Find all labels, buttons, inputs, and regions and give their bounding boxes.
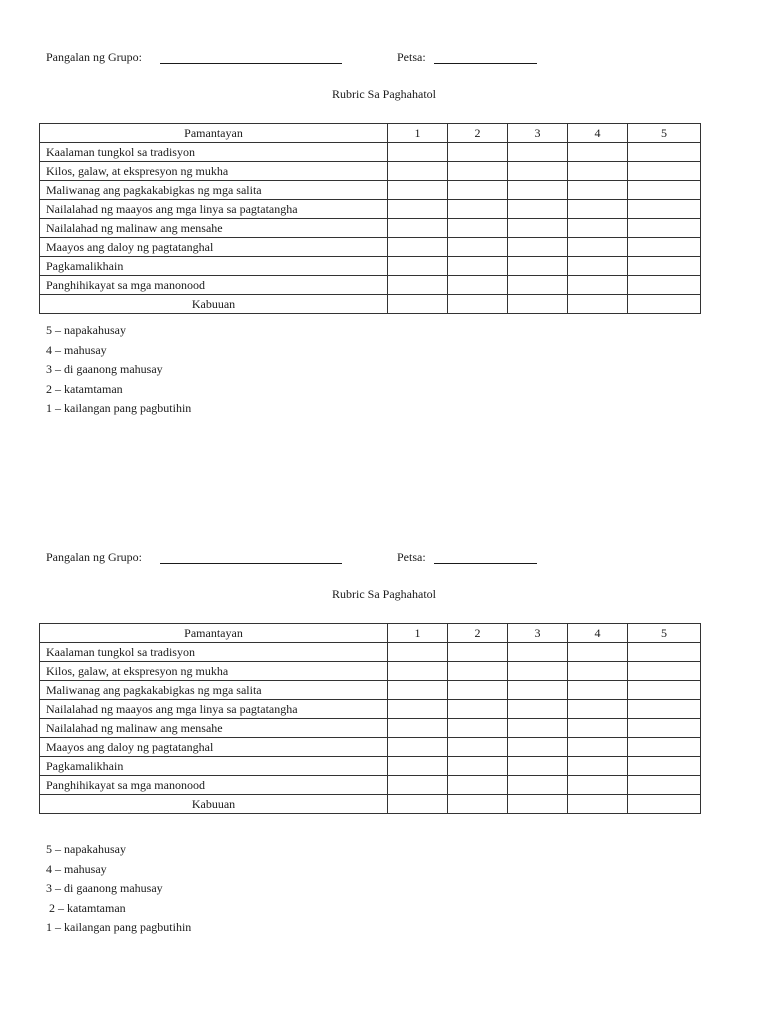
score-legend	[46, 840, 191, 938]
table-row	[40, 219, 701, 238]
score-cell[interactable]	[508, 757, 568, 776]
score-cell[interactable]	[508, 700, 568, 719]
score-cell[interactable]	[448, 776, 508, 795]
date-label: Petsa:	[397, 550, 426, 564]
score-cell[interactable]	[568, 181, 628, 200]
rubric-section	[0, 0, 768, 500]
score-cell[interactable]	[568, 238, 628, 257]
score-cell[interactable]	[508, 162, 568, 181]
score-cell[interactable]	[448, 143, 508, 162]
score-cell[interactable]	[508, 181, 568, 200]
score-cell[interactable]	[628, 681, 701, 700]
criteria-cell: Kaalaman tungkol sa tradisyon	[40, 143, 388, 162]
score-cell[interactable]	[568, 776, 628, 795]
score-cell[interactable]	[388, 219, 448, 238]
total-row	[40, 295, 701, 314]
score-cell[interactable]	[628, 700, 701, 719]
criteria-cell: Pagkamalikhain	[40, 257, 388, 276]
score-column-header: 3	[508, 624, 568, 643]
score-cell[interactable]	[448, 643, 508, 662]
score-cell[interactable]	[568, 219, 628, 238]
score-cell[interactable]	[448, 200, 508, 219]
score-cell[interactable]	[568, 200, 628, 219]
score-cell[interactable]	[628, 719, 701, 738]
score-cell[interactable]	[448, 219, 508, 238]
score-cell[interactable]	[568, 700, 628, 719]
total-score-cell[interactable]	[508, 295, 568, 314]
score-cell[interactable]	[388, 276, 448, 295]
score-cell[interactable]	[628, 776, 701, 795]
table-row	[40, 181, 701, 200]
score-cell[interactable]	[568, 681, 628, 700]
score-cell[interactable]	[628, 181, 701, 200]
table-header-row	[40, 624, 701, 643]
criteria-cell: Nailalahad ng malinaw ang mensahe	[40, 219, 388, 238]
score-cell[interactable]	[388, 662, 448, 681]
score-cell[interactable]	[628, 257, 701, 276]
score-cell[interactable]	[448, 662, 508, 681]
total-score-cell[interactable]	[388, 795, 448, 814]
score-cell[interactable]	[628, 738, 701, 757]
table-header-row	[40, 124, 701, 143]
score-column-header: 2	[448, 124, 508, 143]
score-cell[interactable]	[508, 219, 568, 238]
table-row	[40, 200, 701, 219]
score-cell[interactable]	[508, 276, 568, 295]
score-cell[interactable]	[628, 643, 701, 662]
score-cell[interactable]	[628, 200, 701, 219]
score-cell[interactable]	[388, 181, 448, 200]
score-cell[interactable]	[628, 276, 701, 295]
score-cell[interactable]	[388, 738, 448, 757]
criteria-cell: Maliwanag ang pagkakabigkas ng mga salita	[40, 181, 388, 200]
score-cell[interactable]	[388, 757, 448, 776]
score-cell[interactable]	[388, 238, 448, 257]
score-cell[interactable]	[448, 681, 508, 700]
rubric-section	[0, 500, 768, 1000]
criteria-cell: Kilos, galaw, at ekspresyon ng mukha	[40, 162, 388, 181]
rubric-table	[39, 623, 701, 814]
score-cell[interactable]	[448, 162, 508, 181]
legend-item: 4 – mahusay	[46, 342, 107, 357]
total-row	[40, 795, 701, 814]
score-cell[interactable]	[388, 643, 448, 662]
criteria-column-header: Pamantayan	[40, 124, 388, 143]
score-cell[interactable]	[508, 643, 568, 662]
legend-item: 5 – napakahusay	[46, 323, 126, 337]
legend-item: 3 – di gaanong mahusay	[46, 881, 163, 895]
table-row	[40, 276, 701, 295]
rubric-table	[39, 123, 701, 314]
score-cell[interactable]	[388, 162, 448, 181]
table-row	[40, 719, 701, 738]
total-score-cell[interactable]	[628, 795, 701, 814]
legend-item: 1 – kailangan pang pagbutihin	[46, 920, 192, 934]
table-row	[40, 238, 701, 257]
criteria-cell: Panghihikayat sa mga manonood	[40, 776, 388, 795]
score-cell[interactable]	[568, 719, 628, 738]
criteria-cell: Kaalaman tungkol sa tradisyon	[40, 643, 388, 662]
score-cell[interactable]	[568, 143, 628, 162]
legend-item: 5 – napakahusay	[46, 842, 126, 856]
total-score-cell[interactable]	[388, 295, 448, 314]
score-cell[interactable]	[448, 719, 508, 738]
score-cell[interactable]	[508, 257, 568, 276]
score-cell[interactable]	[508, 738, 568, 757]
score-cell[interactable]	[568, 738, 628, 757]
total-score-cell[interactable]	[508, 795, 568, 814]
total-score-cell[interactable]	[448, 295, 508, 314]
score-column-header: 5	[628, 124, 701, 143]
total-score-cell[interactable]	[568, 795, 628, 814]
criteria-cell: Maliwanag ang pagkakabigkas ng mga salita	[40, 681, 388, 700]
score-cell[interactable]	[628, 757, 701, 776]
criteria-column-header: Pamantayan	[40, 624, 388, 643]
score-cell[interactable]	[508, 776, 568, 795]
score-cell[interactable]	[568, 643, 628, 662]
score-cell[interactable]	[628, 219, 701, 238]
table-row	[40, 757, 701, 776]
group-name-label: Pangalan ng Grupo:	[46, 50, 142, 64]
score-cell[interactable]	[388, 143, 448, 162]
criteria-cell: Nailalahad ng maayos ang mga linya sa pagtatangha	[40, 200, 388, 219]
score-cell[interactable]	[448, 738, 508, 757]
score-cell[interactable]	[448, 276, 508, 295]
score-cell[interactable]	[568, 162, 628, 181]
criteria-cell: Maayos ang daloy ng pagtatanghal	[40, 738, 388, 757]
table-row	[40, 643, 701, 662]
score-column-header: 4	[568, 124, 628, 143]
legend-item: 3 – di gaanong mahusay	[46, 362, 163, 376]
table-row	[40, 143, 701, 162]
criteria-cell: Maayos ang daloy ng pagtatanghal	[40, 238, 388, 257]
score-cell[interactable]	[448, 181, 508, 200]
score-cell[interactable]	[508, 143, 568, 162]
score-cell[interactable]	[388, 776, 448, 795]
score-cell[interactable]	[448, 700, 508, 719]
score-cell[interactable]	[448, 757, 508, 776]
table-row	[40, 700, 701, 719]
score-cell[interactable]	[448, 238, 508, 257]
criteria-cell: Panghihikayat sa mga manonood	[40, 276, 388, 295]
legend-item: 2 – katamtaman	[46, 900, 126, 915]
total-score-cell[interactable]	[448, 795, 508, 814]
table-row	[40, 681, 701, 700]
score-cell[interactable]	[388, 257, 448, 276]
score-cell[interactable]	[628, 662, 701, 681]
score-cell[interactable]	[568, 257, 628, 276]
score-column-header: 1	[388, 124, 448, 143]
total-label-cell: Kabuuan	[40, 795, 388, 814]
score-column-header: 5	[628, 624, 701, 643]
total-score-cell[interactable]	[628, 295, 701, 314]
score-cell[interactable]	[508, 238, 568, 257]
score-legend	[46, 321, 191, 419]
date-blank-line	[434, 550, 537, 564]
group-name-label: Pangalan ng Grupo:	[46, 550, 142, 564]
table-row	[40, 162, 701, 181]
score-cell[interactable]	[628, 238, 701, 257]
score-column-header: 4	[568, 624, 628, 643]
group-name-blank-line	[160, 50, 342, 64]
score-cell[interactable]	[388, 200, 448, 219]
table-row	[40, 662, 701, 681]
total-label-cell: Kabuuan	[40, 295, 388, 314]
date-blank-line	[434, 50, 537, 64]
table-row	[40, 776, 701, 795]
criteria-cell: Nailalahad ng malinaw ang mensahe	[40, 719, 388, 738]
score-cell[interactable]	[628, 143, 701, 162]
score-cell[interactable]	[568, 276, 628, 295]
criteria-cell: Pagkamalikhain	[40, 757, 388, 776]
total-score-cell[interactable]	[568, 295, 628, 314]
rubric-title: Rubric Sa Paghahatol	[332, 87, 436, 101]
score-column-header: 2	[448, 624, 508, 643]
table-row	[40, 738, 701, 757]
criteria-cell: Nailalahad ng maayos ang mga linya sa pagtatangha	[40, 700, 388, 719]
legend-item: 2 – katamtaman	[46, 381, 123, 396]
group-name-blank-line	[160, 550, 342, 564]
criteria-cell: Kilos, galaw, at ekspresyon ng mukha	[40, 662, 388, 681]
score-cell[interactable]	[628, 162, 701, 181]
score-column-header: 1	[388, 624, 448, 643]
date-label: Petsa:	[397, 50, 426, 64]
score-cell[interactable]	[508, 719, 568, 738]
score-column-header: 3	[508, 124, 568, 143]
legend-item: 1 – kailangan pang pagbutihin	[46, 401, 192, 415]
legend-item: 4 – mahusay	[46, 861, 107, 876]
score-cell[interactable]	[388, 719, 448, 738]
score-cell[interactable]	[448, 257, 508, 276]
rubric-title: Rubric Sa Paghahatol	[332, 587, 436, 601]
score-cell[interactable]	[568, 662, 628, 681]
score-cell[interactable]	[568, 757, 628, 776]
score-cell[interactable]	[388, 700, 448, 719]
score-cell[interactable]	[508, 681, 568, 700]
score-cell[interactable]	[388, 681, 448, 700]
score-cell[interactable]	[508, 662, 568, 681]
score-cell[interactable]	[508, 200, 568, 219]
table-row	[40, 257, 701, 276]
